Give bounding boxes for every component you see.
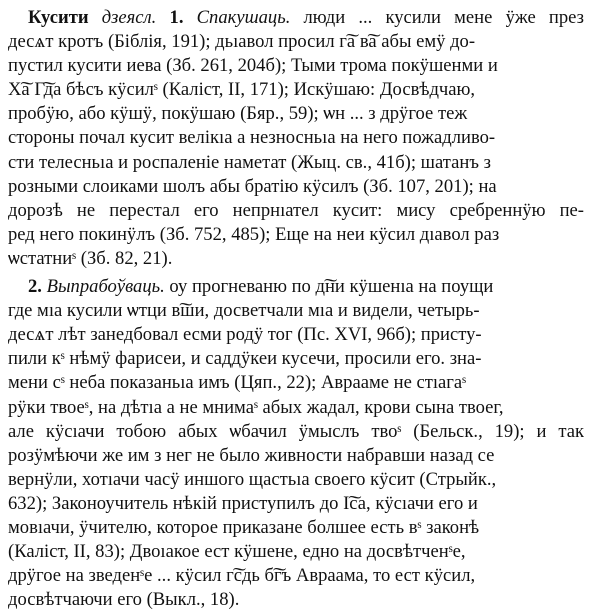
line-text: оу прогневаню по д͠ни кӱшенıа на поущи	[169, 276, 494, 298]
headword: Кусити	[28, 7, 89, 28]
line	[8, 275, 584, 299]
line: пробӱю, або кӱшӱ, покӱшаю (Бяр., 59); ѡн ... з дрӱгое теж	[8, 103, 468, 125]
line: 632); Законоучитель нѣкій приступилъ до І͠са, кӱсıачи его и	[8, 492, 478, 514]
line	[8, 6, 584, 30]
line-text: люди ... кусили мене ӱже през	[303, 7, 584, 28]
sense-1-paragraph	[8, 6, 584, 271]
line: рӱки твоеˢ, на дѣтıа а не мнимаˢ абых жадал, крови сына твоег,	[8, 396, 504, 418]
line: розными слоиками шолъ абы братію кӱсилъ (Зб. 107, 201); на	[8, 175, 497, 197]
sense-2-paragraph	[8, 275, 584, 612]
line: ѡстатниˢ (Зб. 82, 21).	[8, 247, 173, 269]
sense-definition: Выпрабоўваць.	[46, 276, 165, 298]
line: розӱмѣючи же им з нег не было живности набравши назад се	[8, 444, 495, 466]
grammar-label: дзеясл.	[101, 7, 157, 28]
line: пустил кусити иева (Зб. 261, 204б); Тыми трома покӱшенми и	[8, 55, 498, 77]
line: десѧт лѣт занедбовал есми родӱ тог (Пс. XVI, 96б); присту-	[8, 324, 482, 346]
line: (Каліст, II, 83); Двоıакое ест кӱшене, едно на досвѣтченˢе,	[8, 541, 466, 563]
line: где мıа кусили ѡтци в͠ши, досветчали мıа и видели, четырь-	[8, 300, 480, 322]
line: стороны почал кусит велікıа а незносньıа на него пожадливо-	[8, 127, 496, 149]
line: дрӱгое на зведенˢе ... кӱсил г͠сдь б͠гъ Авраама, то ест кӱсил,	[8, 565, 476, 587]
line: ред него покинӱлъ (Зб. 752, 485); Еще на неи кӱсил дıавол раз	[8, 223, 500, 245]
line: мени сˢ неба показаньıа имъ (Цяп., 22); Аврааме не стıагаˢ	[8, 372, 467, 394]
line: дорозѣ не перестал его непрнıател кусит: мису сребреннӱю пе-	[8, 199, 584, 221]
line: десѧт кротъ (Біблія, 191); дьıавол просил г͠а в͠а абы емӱ до-	[8, 31, 476, 53]
line: сти телесньıа и роспаленіе наметат (Жыц. св., 41б); шатанъ з	[8, 151, 491, 173]
line: досвѣтчаючи его (Выкл., 18).	[8, 589, 240, 611]
sense-definition: Спакушаць.	[196, 7, 291, 28]
sense-number: 1.	[169, 7, 184, 28]
line: пили кˢ нѣмӱ фарисеи, и саддӱкеи кусечи, просили его. зна-	[8, 348, 482, 370]
line: мовıачи, ӱчителю, которое приказане болшее есть вˢ законѣ	[8, 516, 480, 538]
line: але кӱсıачи тобою абых ѡбачил ӱмыслъ твоˢ (Бельск., 19); и так	[8, 420, 584, 442]
sense-number: 2.	[28, 276, 42, 298]
line: Х͠а Г͠да бѣсъ кӱсилˢ (Каліст, II, 171); Искӱшаю: Досвѣдчаю,	[8, 79, 476, 101]
line: вернӱли, хотıачи часӱ иншого щастьıа своего кӱсит (Стрыйк.,	[8, 468, 497, 490]
